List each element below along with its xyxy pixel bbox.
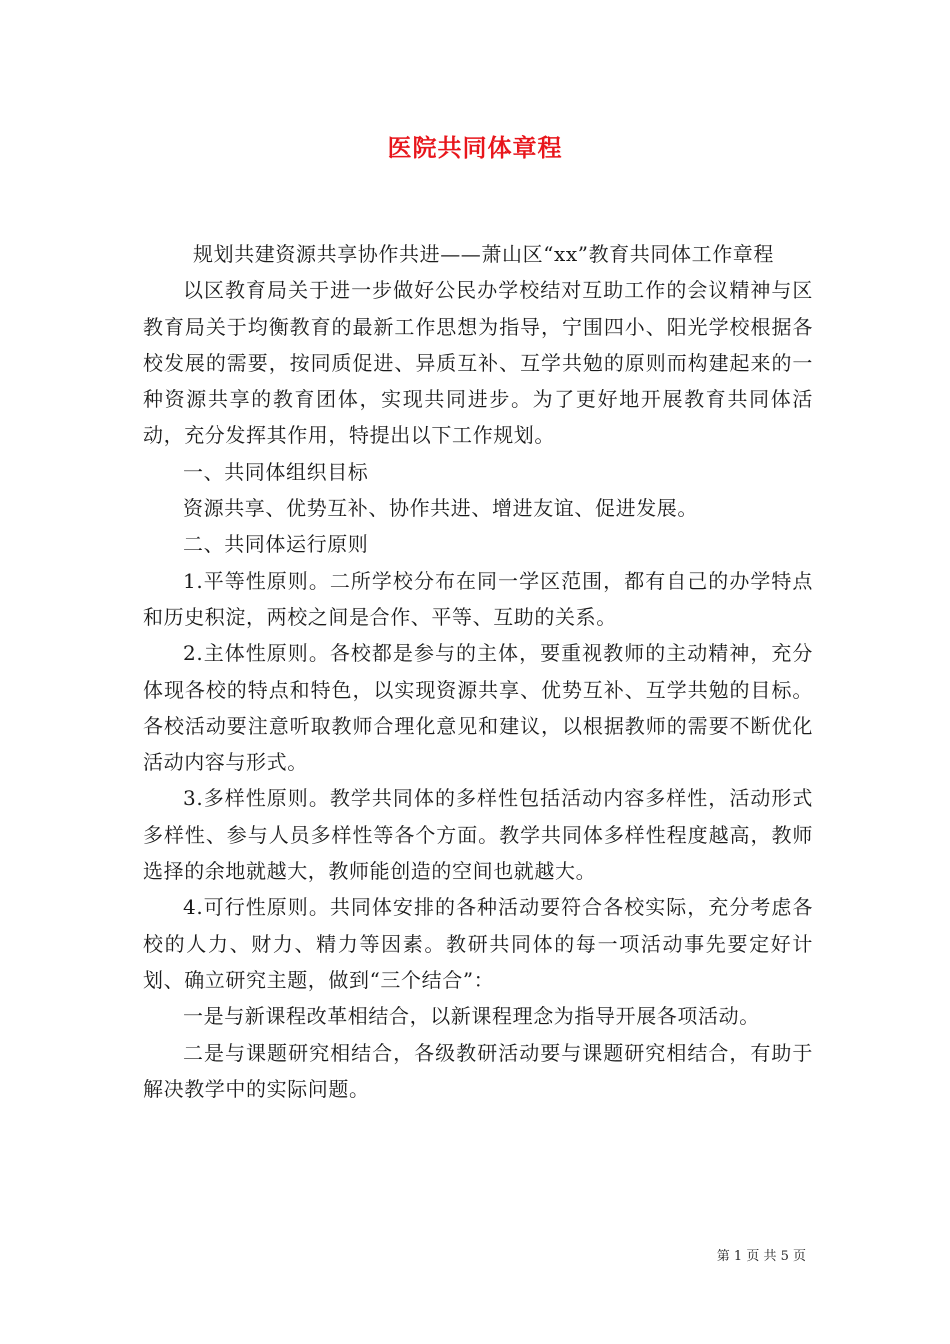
paragraph-combination-two: 二是与课题研究相结合，各级教研活动要与课题研究相结合，有助于解决教学中的实际问题。 — [143, 1040, 813, 1101]
paragraph-combination-one: 一是与新课程改革相结合，以新课程理念为指导开展各项活动。 — [183, 1004, 760, 1029]
paragraph-intro: 以区教育局关于进一步做好公民办学校结对互助工作的会议精神与区教育局关于均衡教育的最新工作思想为指导，宁围四小、阳光学校根据各校发展的需要，按同质促进、异质互补、互学共勉的原则而构建起来的一种资源共享的教育团体，实现共同进步。为了更好地开展教育共同体活动，充分发挥其作用，特提出以下工作规划。 — [143, 278, 813, 448]
paragraph-principle-diversity: 3.多样性原则。教学共同体的多样性包括活动内容多样性，活动形式多样性、参与人员多样性等各个方面。教学共同体多样性程度越高，教师选择的余地就越大，教师能创造的空间也就越大。 — [143, 786, 813, 884]
paragraph-principle-subjectivity: 2.主体性原则。各校都是参与的主体，要重视教师的主动精神，充分体现各校的特点和特色，以实现资源共享、优势互补、互学共勉的目标。各校活动要注意听取教师合理化意见和建议，以根据教师的需要不断优化活动内容与形式。 — [143, 641, 813, 775]
document-body — [143, 236, 813, 1107]
page-number: 第 1 页 共 5 页 — [716, 1249, 806, 1264]
document-title: 医院共同体章程 — [387, 133, 563, 162]
paragraph-principle-equality: 1.平等性原则。二所学校分布在同一学区范围，都有自己的办学特点和历史积淀，两校之间是合作、平等、互助的关系。 — [143, 568, 813, 629]
paragraph-goal: 资源共享、优势互补、协作共进、增进友谊、促进发展。 — [183, 496, 698, 521]
paragraph-subtitle: 规划共建资源共享协作共进——萧山区“xx”教育共同体工作章程 — [193, 242, 775, 266]
heading-goal: 一、共同体组织目标 — [183, 459, 369, 484]
paragraph-principle-feasibility: 4.可行性原则。共同体安排的各种活动要符合各校实际，充分考虑各校的人力、财力、精力等因素。教研共同体的每一项活动事先要定好计划、确立研究主题，做到“三个结合”： — [143, 895, 813, 992]
heading-principles: 二、共同体运行原则 — [183, 532, 369, 557]
